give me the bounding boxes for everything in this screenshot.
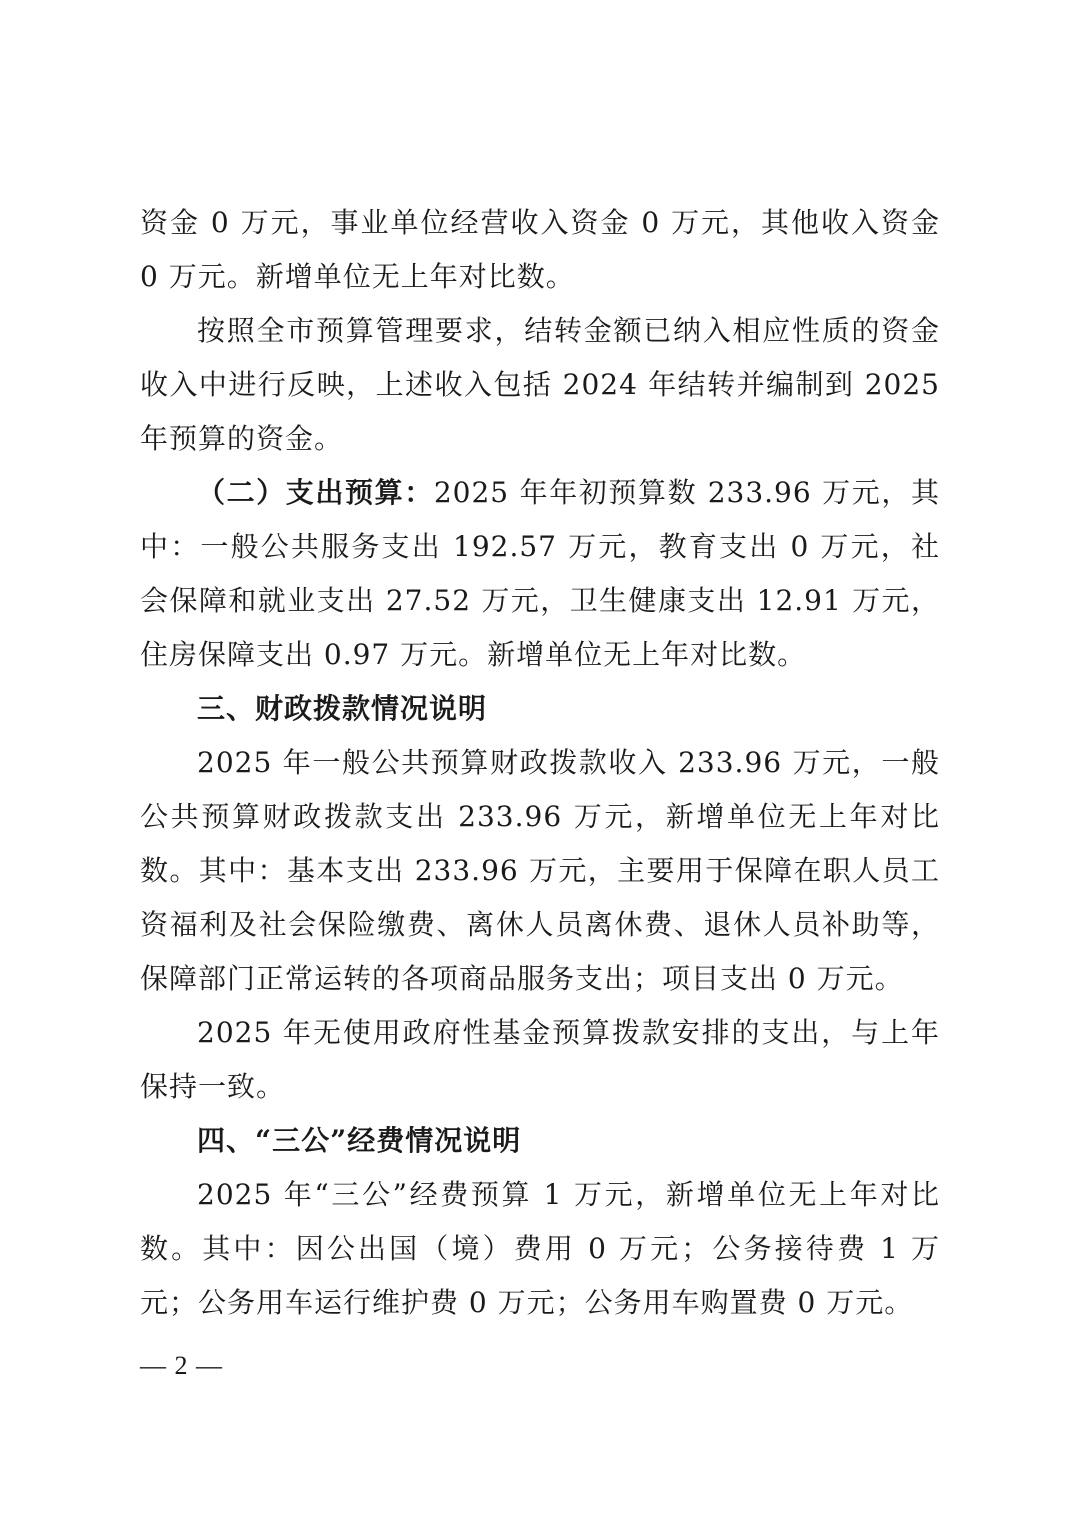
paragraph-expenditure-budget bbox=[140, 466, 940, 682]
document-body bbox=[140, 196, 940, 1330]
expenditure-budget-text: 2025 年年初预算数 233.96 万元，其中：一般公共服务支出 192.57 万元，教育支出 0 万元，社会保障和就业支出 27.52 万元，卫生健康支出 12.91 万元，住房保障支出 0.97 万元。新增单位无上年对比数。 bbox=[140, 476, 940, 671]
page-number: — 2 — bbox=[140, 1351, 223, 1380]
section-heading-fiscal-appropriation: 三、财政拨款情况说明 bbox=[197, 692, 488, 725]
paragraph-general-budget-appropriation: 2025 年一般公共预算财政拨款收入 233.96 万元，一般公共预算财政拨款支出 233.96 万元，新增单位无上年对比数。其中：基本支出 233.96 万元，主要用于保障在职人员工资福利及社会保险缴费、离休人员离休费、退休人员补助等，保障部门正常运转的各项商品服务支出；项目支出 0 万元。 bbox=[140, 746, 940, 995]
paragraph-government-fund: 2025 年无使用政府性基金预算拨款安排的支出，与上年保持一致。 bbox=[140, 1016, 940, 1103]
paragraph-income-continuation: 资金 0 万元，事业单位经营收入资金 0 万元，其他收入资金 0 万元。新增单位无上年对比数。 bbox=[140, 206, 940, 293]
section-heading-three-public-expenses: 四、“三公”经费情况说明 bbox=[197, 1124, 522, 1157]
paragraph-carryover-note: 按照全市预算管理要求，结转金额已纳入相应性质的资金收入中进行反映，上述收入包括 2024 年结转并编制到 2025 年预算的资金。 bbox=[140, 314, 940, 455]
paragraph-three-public-expenses: 2025 年“三公”经费预算 1 万元，新增单位无上年对比数。其中：因公出国（境）费用 0 万元；公务接待费 1 万元；公务用车运行维护费 0 万元；公务用车购置费 0 万元。 bbox=[140, 1178, 940, 1319]
expenditure-budget-lead: （二）支出预算： bbox=[197, 476, 434, 509]
